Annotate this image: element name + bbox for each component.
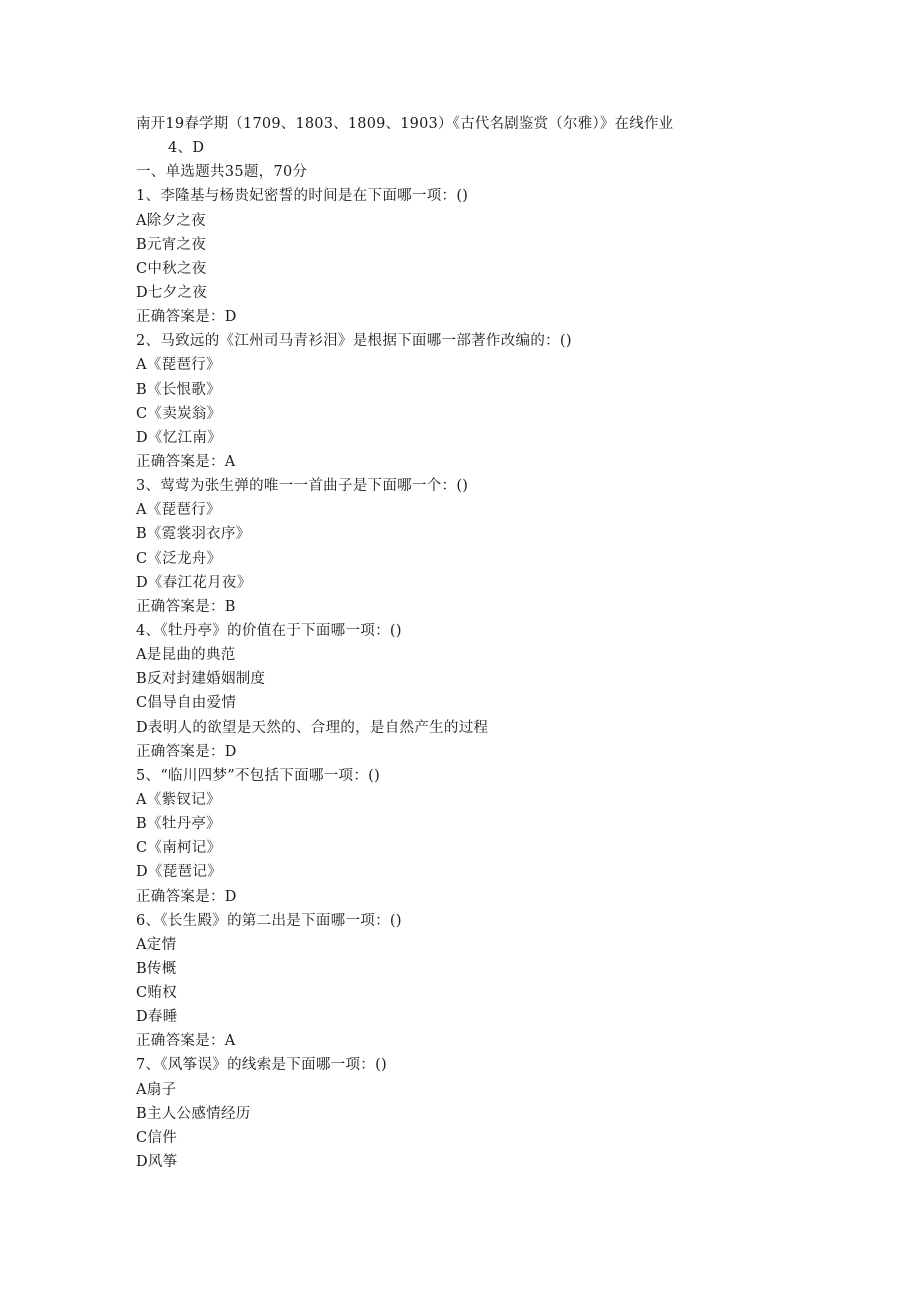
option-a: A是昆曲的典范 bbox=[136, 647, 236, 664]
question-text: 3、莺莺为张生弹的唯一一首曲子是下面哪一个：() bbox=[136, 478, 469, 495]
option-a: A除夕之夜 bbox=[136, 212, 206, 229]
document-title: 南开19春学期（1709、1803、1809、1903）《古代名剧鉴赏（尔雅）》在线作业 bbox=[136, 116, 674, 132]
section-heading: 一、单选题共35题，70分 bbox=[136, 164, 308, 181]
option-d: D《琵琶记》 bbox=[136, 864, 222, 881]
question-text: 1、李隆基与杨贵妃密誓的时间是在下面哪一项：() bbox=[136, 188, 469, 205]
title-answer: 4、D bbox=[168, 140, 205, 157]
question-text: 6、《长生殿》的第二出是下面哪一项：() bbox=[136, 912, 402, 929]
option-b: B反对封建婚姻制度 bbox=[136, 671, 266, 688]
option-b: B《长恨歌》 bbox=[136, 381, 221, 398]
option-c: C《南柯记》 bbox=[136, 840, 222, 857]
option-c: C贿权 bbox=[136, 985, 177, 1002]
question-text: 5、“临川四梦”不包括下面哪一项：() bbox=[136, 767, 381, 784]
correct-answer: 正确答案是：A bbox=[136, 1033, 236, 1050]
option-b: B《牡丹亭》 bbox=[136, 816, 221, 833]
option-d: D《忆江南》 bbox=[136, 429, 222, 446]
option-c: C《卖炭翁》 bbox=[136, 405, 222, 422]
option-b: B主人公感情经历 bbox=[136, 1105, 251, 1122]
correct-answer: 正确答案是：D bbox=[136, 309, 237, 326]
document-body bbox=[136, 112, 836, 1174]
option-d: D春睡 bbox=[136, 1009, 178, 1026]
option-a: A《紫钗记》 bbox=[136, 791, 221, 808]
option-c: C信件 bbox=[136, 1129, 177, 1146]
option-c: C中秋之夜 bbox=[136, 260, 207, 277]
correct-answer: 正确答案是：A bbox=[136, 453, 236, 470]
option-c: C倡导自由爱情 bbox=[136, 695, 237, 712]
option-c: C《泛龙舟》 bbox=[136, 550, 222, 567]
option-d: D《春江花月夜》 bbox=[136, 574, 252, 591]
option-d: D风筝 bbox=[136, 1154, 178, 1171]
option-b: B元宵之夜 bbox=[136, 236, 207, 253]
option-d: D表明人的欲望是天然的、合理的，是自然产生的过程 bbox=[136, 719, 489, 736]
question-text: 4、《牡丹亭》的价值在于下面哪一项：() bbox=[136, 622, 402, 639]
correct-answer: 正确答案是：B bbox=[136, 598, 236, 615]
question-text: 2、马致远的《江州司马青衫泪》是根据下面哪一部著作改编的：() bbox=[136, 333, 572, 350]
option-b: B《霓裳羽衣序》 bbox=[136, 526, 251, 543]
option-a: A《琵琶行》 bbox=[136, 502, 221, 519]
option-a: A定情 bbox=[136, 936, 177, 953]
option-a: A扇子 bbox=[136, 1081, 177, 1098]
option-b: B传概 bbox=[136, 960, 177, 977]
question-text: 7、《风筝误》的线索是下面哪一项：() bbox=[136, 1057, 387, 1074]
correct-answer: 正确答案是：D bbox=[136, 743, 237, 760]
option-d: D七夕之夜 bbox=[136, 284, 208, 301]
option-a: A《琵琶行》 bbox=[136, 357, 221, 374]
correct-answer: 正确答案是：D bbox=[136, 888, 237, 905]
